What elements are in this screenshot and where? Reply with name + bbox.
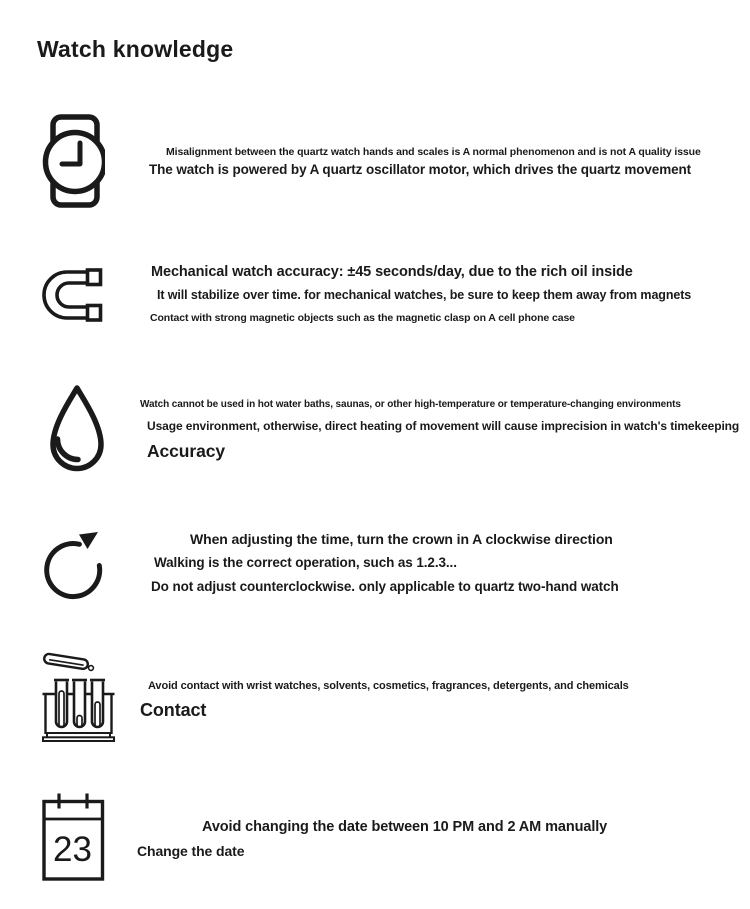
chemicals-warning-note: Avoid contact with wrist watches, solvents, cosmetics, fragrances, detergents, and chemicals (148, 680, 629, 692)
contact-heading: Contact (140, 700, 207, 720)
counterclockwise-warning-text: Do not adjust counterclockwise. only applicable to quartz two-hand watch (151, 579, 619, 594)
walking-operation-text: Walking is the correct operation, such as 1.2.3... (154, 555, 457, 570)
temperature-warning-note: Watch cannot be used in hot water baths, saunas, or other high-temperature or temperature-changing environments (140, 399, 681, 410)
crown-clockwise-text: When adjusting the time, turn the crown in A clockwise direction (190, 531, 613, 547)
wrist-watch-icon (35, 113, 105, 213)
magnet-contact-note: Contact with strong magnetic objects such as the magnetic clasp on A cell phone case (150, 312, 575, 324)
date-change-warning-text: Avoid changing the date between 10 PM and 2 AM manually (202, 819, 608, 835)
calendar-icon (42, 793, 105, 882)
accuracy-heading: Accuracy (147, 441, 226, 461)
quartz-misalignment-note: Misalignment between the quartz watch hands and scales is A normal phenomenon and is not A quality issue (166, 146, 701, 158)
usage-environment-text: Usage environment, otherwise, direct heating of movement will cause imprecision in watch's timekeeping (147, 419, 740, 433)
magnet-stabilize-text: It will stabilize over time. for mechanical watches, be sure to keep them away from magnets (157, 288, 692, 302)
test-tubes-icon (40, 650, 117, 742)
change-the-date-label: Change the date (137, 843, 245, 859)
quartz-movement-text: The watch is powered by A quartz oscillator motor, which drives the quartz movement (149, 162, 692, 177)
clockwise-arrow-icon (43, 528, 107, 607)
page-title: Watch knowledge (37, 36, 234, 62)
water-drop-icon (44, 384, 110, 480)
magnet-accuracy-heading: Mechanical watch accuracy: ±45 seconds/day, due to the rich oil inside (151, 264, 633, 280)
calendar-day-number: 23 (53, 830, 92, 869)
magnet-icon (42, 268, 105, 322)
